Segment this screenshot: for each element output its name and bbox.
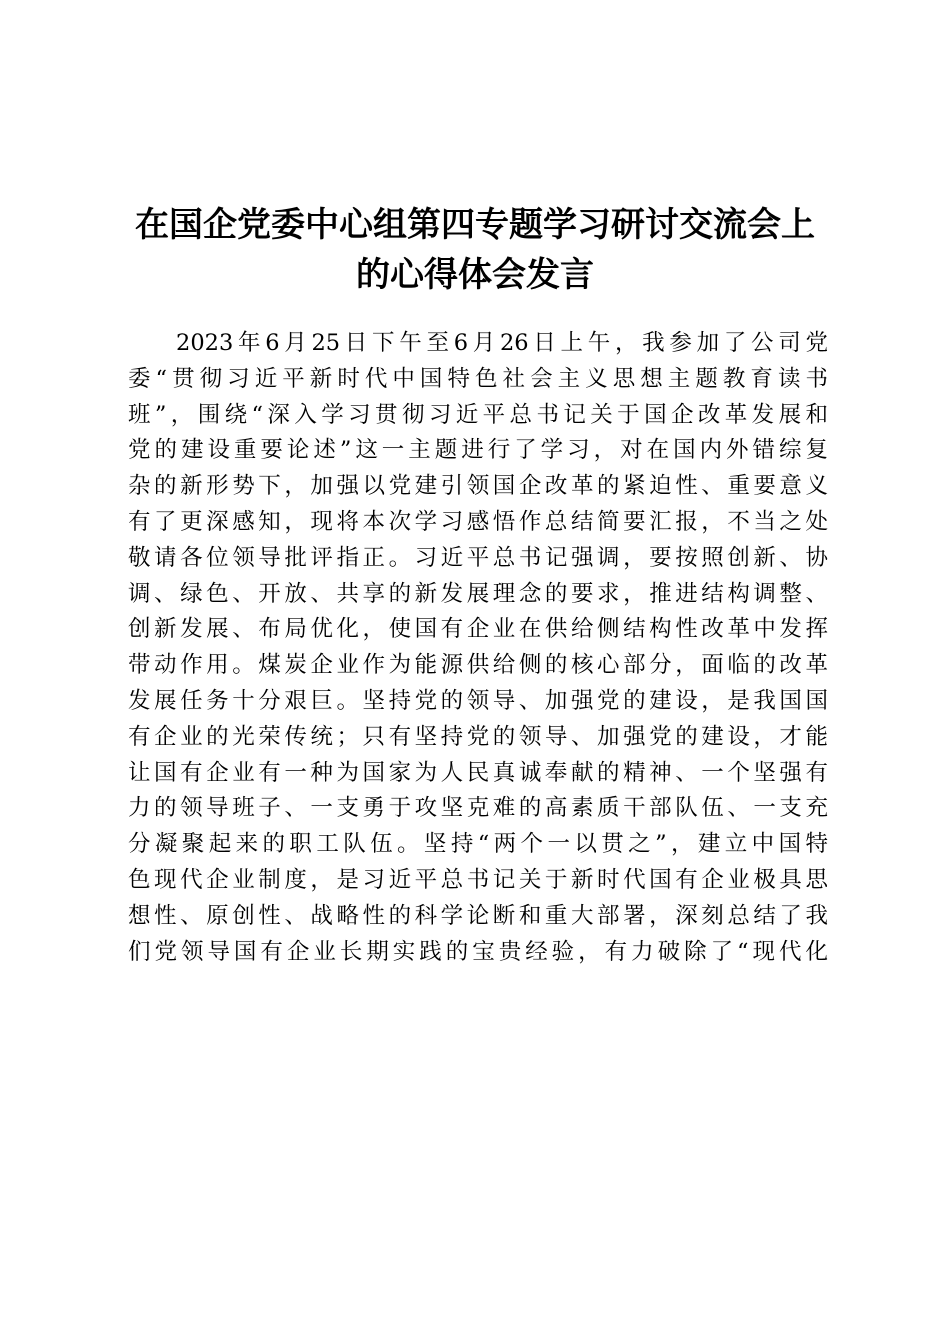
paragraph-line: 有企业的光荣传统；只有坚持党的领导、加强党的建设，才能	[128, 723, 828, 750]
paragraph-line: 带动作用。煤炭企业作为能源供给侧的核心部分，面临的改革	[128, 652, 828, 679]
paragraph-line: 杂的新形势下，加强以党建引领国企改革的紧迫性、重要意义	[128, 473, 828, 500]
page-title	[120, 200, 830, 300]
paragraph-line: 委“贯彻习近平新时代中国特色社会主义思想主题教育读书	[128, 365, 828, 392]
paragraph-line: 力的领导班子、一支勇于攻坚克难的高素质干部队伍、一支充	[128, 795, 828, 822]
paragraph-line: 有了更深感知，现将本次学习感悟作总结简要汇报，不当之处	[128, 508, 828, 535]
paragraph-line: 创新发展、布局优化，使国有企业在供给侧结构性改革中发挥	[128, 616, 828, 643]
title-line-2: 的心得体会发言	[356, 255, 594, 295]
paragraph-line: 班”，围绕“深入学习贯彻习近平总书记关于国企改革发展和	[128, 401, 828, 428]
title-line-1: 在国企党委中心组第四专题学习研讨交流会上	[135, 205, 815, 245]
paragraph-line: 党的建设重要论述”这一主题进行了学习，对在国内外错综复	[128, 437, 828, 464]
paragraph-line: 敬请各位领导批评指正。习近平总书记强调，要按照创新、协	[128, 544, 828, 571]
paragraph-line: 2023年6月25日下午至6月26日上午，我参加了公司党	[176, 330, 828, 356]
paragraph-line: 们党领导国有企业长期实践的宝贵经验，有力破除了“现代化	[128, 938, 828, 965]
paragraph-line: 发展任务十分艰巨。坚持党的领导、加强党的建设，是我国国	[128, 687, 828, 714]
paragraph-line: 分凝聚起来的职工队伍。坚持“两个一以贯之”，建立中国特	[128, 831, 828, 858]
body-paragraph	[128, 326, 828, 970]
paragraph-line: 调、绿色、开放、共享的新发展理念的要求，推进结构调整、	[128, 580, 828, 607]
paragraph-line: 让国有企业有一种为国家为人民真诚奉献的精神、一个坚强有	[128, 759, 828, 786]
paragraph-line: 色现代企业制度，是习近平总书记关于新时代国有企业极具思	[128, 866, 828, 893]
paragraph-line: 想性、原创性、战略性的科学论断和重大部署，深刻总结了我	[128, 902, 828, 929]
